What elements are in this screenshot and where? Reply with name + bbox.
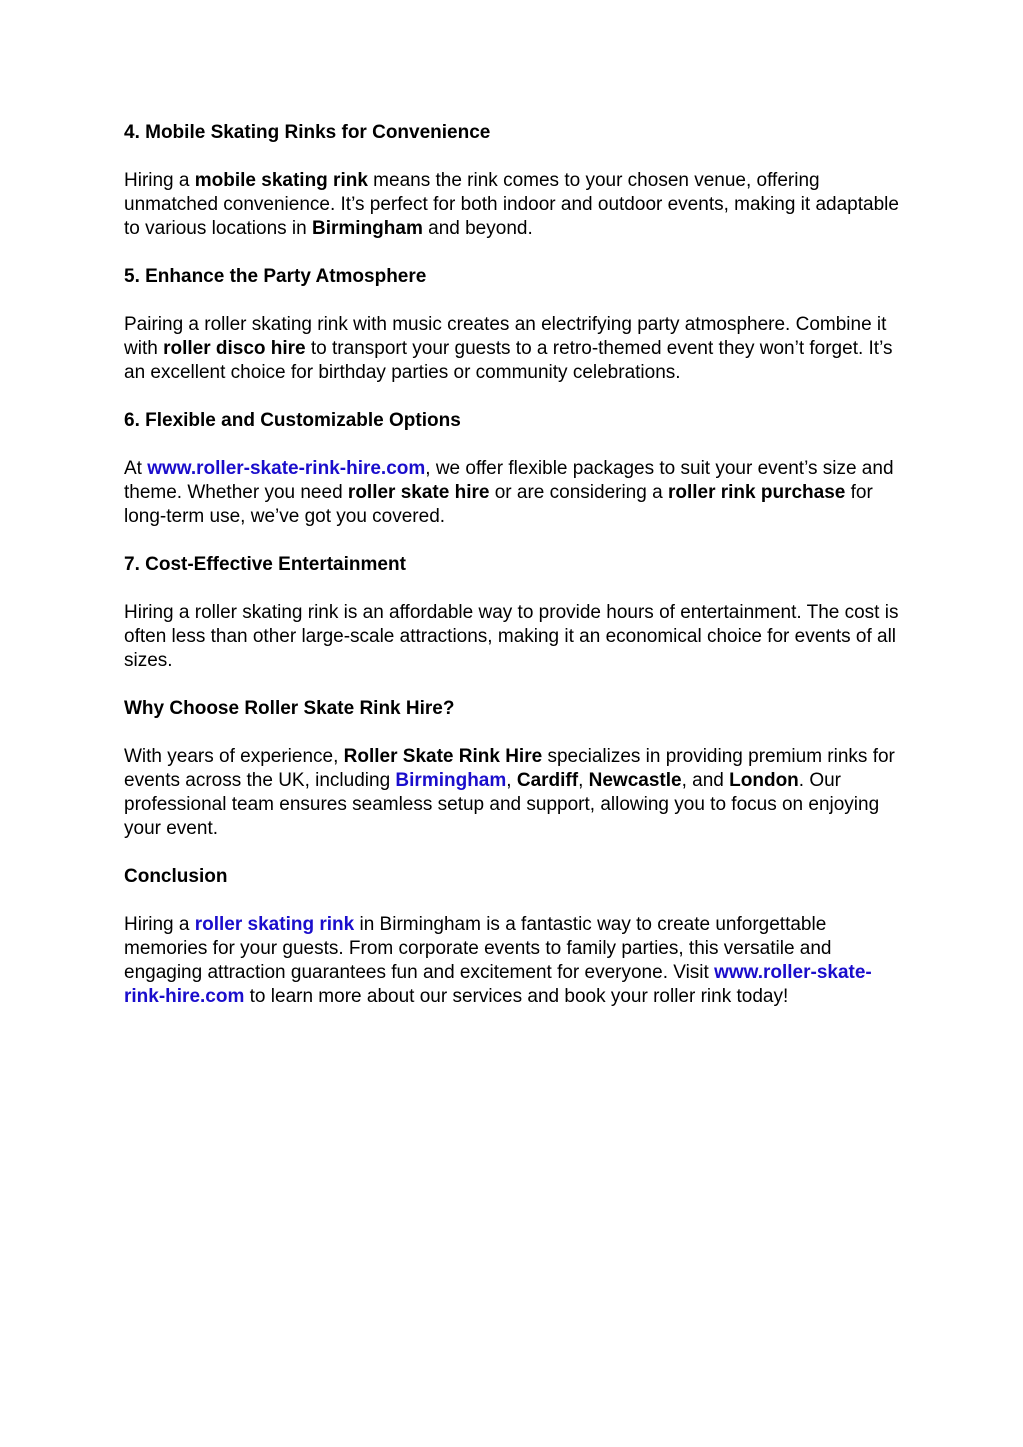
section-paragraph	[124, 169, 904, 241]
section-flexible-options	[124, 409, 904, 529]
section-heading: Why Choose Roller Skate Rink Hire?	[124, 698, 455, 719]
text-run: for long-term use, we’ve got you covered.	[124, 482, 873, 527]
section-party-atmosphere	[124, 265, 904, 385]
section-paragraph	[124, 457, 904, 529]
section-heading: 4. Mobile Skating Rinks for Convenience	[124, 122, 491, 143]
bold-keyword: roller skate hire	[347, 482, 490, 503]
section-paragraph	[124, 313, 904, 385]
text-run: and beyond.	[422, 218, 533, 239]
website-link[interactable]: www.roller-skate-rink-hire.com	[124, 962, 872, 1007]
text-run: ,	[578, 770, 589, 791]
section-paragraph: Hiring a roller skating rink is an affordable way to provide hours of entertainment. The cost is often less than other large-scale attractions, making it an economical choice for events of all sizes.	[124, 602, 899, 671]
website-link[interactable]: www.roller-skate-rink-hire.com	[147, 458, 426, 479]
text-run: specializes in providing premium rinks for events across the UK, including	[124, 746, 895, 791]
roller-skating-rink-link[interactable]: roller skating rink	[194, 914, 355, 935]
text-run: , and	[681, 770, 730, 791]
section-paragraph	[124, 745, 904, 841]
text-run: At	[124, 458, 148, 479]
bold-keyword: Newcastle	[588, 770, 682, 791]
text-run: to transport your guests to a retro-themed event they won’t forget. It’s an excellent choice for birthday parties or community celebrations.	[124, 338, 893, 383]
section-heading: 7. Cost-Effective Entertainment	[124, 554, 406, 575]
text-run: to learn more about our services and book your roller rink today!	[244, 986, 789, 1007]
section-cost-effective	[124, 553, 904, 673]
bold-keyword: roller disco hire	[163, 338, 306, 359]
text-run: Hiring a	[124, 914, 195, 935]
text-run: Pairing a roller skating rink with music creates an electrifying party atmosphere. Combine it with	[124, 314, 887, 359]
section-paragraph	[124, 913, 904, 1009]
section-heading: Conclusion	[124, 866, 228, 887]
section-conclusion	[124, 865, 904, 1009]
bold-keyword: Birmingham	[312, 218, 423, 239]
section-mobile-rinks	[124, 121, 904, 241]
text-run: ,	[506, 770, 517, 791]
section-heading: 5. Enhance the Party Atmosphere	[124, 266, 427, 287]
text-run: With years of experience,	[124, 746, 344, 767]
bold-keyword: Cardiff	[516, 770, 579, 791]
section-heading: 6. Flexible and Customizable Options	[124, 410, 461, 431]
birmingham-link[interactable]: Birmingham	[395, 770, 507, 791]
bold-keyword: roller rink purchase	[667, 482, 846, 503]
text-run: means the rink comes to your chosen venue, offering unmatched convenience. It’s perfect for both indoor and outdoor events, making it adaptable to various locations in	[124, 170, 899, 239]
section-why-choose	[124, 697, 904, 841]
document-page	[124, 121, 904, 1033]
text-run: or are considering a	[489, 482, 668, 503]
bold-keyword: Roller Skate Rink Hire	[343, 746, 543, 767]
text-run: Hiring a	[124, 170, 195, 191]
text-run: , we offer flexible packages to suit your event’s size and theme. Whether you need	[124, 458, 894, 503]
bold-keyword: London	[729, 770, 799, 791]
text-run: in Birmingham is a fantastic way to create unforgettable memories for your guests. From corporate events to family parties, this versatile and engaging attraction guarantees fun and excitement for everyone. Visit	[124, 914, 832, 983]
text-run: . Our professional team ensures seamless setup and support, allowing you to focus on enjoying your event.	[124, 770, 880, 839]
bold-keyword: mobile skating rink	[194, 170, 368, 191]
